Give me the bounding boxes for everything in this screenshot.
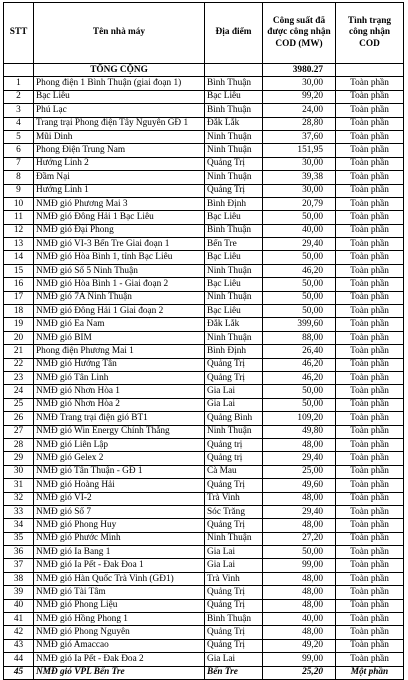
stt-cell: 34: [4, 519, 34, 532]
location-cell: Quảng Trị: [205, 479, 263, 492]
status-cell: Toàn phần: [336, 438, 404, 451]
plant-name-cell: NMĐ gió Nhơn Hòa 1: [34, 385, 205, 398]
capacity-cell: 48,00: [263, 572, 336, 585]
plant-name-cell: NMĐ gió Liên Lập: [34, 438, 205, 451]
stt-cell: 15: [4, 264, 34, 277]
capacity-cell: 99,20: [263, 90, 336, 103]
plant-name-cell: NMĐ gió Phong Nguyên: [34, 626, 205, 639]
status-cell: Toàn phần: [336, 492, 404, 505]
location-cell: Bình Thuận: [205, 77, 263, 90]
table-row: [4, 238, 404, 251]
stt-cell: 31: [4, 479, 34, 492]
capacity-cell: 50,00: [263, 305, 336, 318]
plant-name-cell: NMĐ gió Tài Tâm: [34, 586, 205, 599]
plant-name-cell: NMĐ gió Số 5 Ninh Thuận: [34, 264, 205, 277]
plant-name-cell: NMĐ Trang trại điện gió BT1: [34, 412, 205, 425]
status-cell: Toàn phần: [336, 144, 404, 157]
location-cell: Gia Lai: [205, 546, 263, 559]
plant-name-cell: NMĐ gió Hoàng Hải: [34, 479, 205, 492]
capacity-cell: 30,00: [263, 77, 336, 90]
stt-cell: 5: [4, 130, 34, 143]
location-cell: Quảng Trị: [205, 358, 263, 371]
plant-name-cell: NMĐ gió Số 7: [34, 505, 205, 518]
plant-name-cell: NMĐ gió VPL Bến Tre: [34, 666, 205, 679]
location-cell: Quảng Trị: [205, 626, 263, 639]
table-row: [4, 385, 404, 398]
table-row: [4, 546, 404, 559]
table-row: [4, 412, 404, 425]
table-row: [4, 452, 404, 465]
stt-cell: 4: [4, 117, 34, 130]
status-cell: Toàn phần: [336, 291, 404, 304]
location-cell: Gia Lai: [205, 398, 263, 411]
plant-name-cell: Trang trại Phong điện Tây Nguyên GĐ 1: [34, 117, 205, 130]
total-label: TỔNG CỘNG: [34, 64, 205, 77]
capacity-cell: 50,00: [263, 385, 336, 398]
status-cell: Toàn phần: [336, 358, 404, 371]
status-cell: Toàn phần: [336, 117, 404, 130]
plant-name-cell: NMĐ gió Đại Phong: [34, 224, 205, 237]
table-row: [4, 211, 404, 224]
location-cell: Quảng Trị: [205, 184, 263, 197]
location-cell: Trà Vinh: [205, 492, 263, 505]
plant-name-cell: NMĐ gió Hàn Quốc Trà Vinh (GĐ1): [34, 572, 205, 585]
stt-cell: 17: [4, 291, 34, 304]
capacity-cell: 25,20: [263, 666, 336, 679]
plant-name-cell: NMĐ gió Win Energy Chính Thắng: [34, 425, 205, 438]
stt-cell: 45: [4, 666, 34, 679]
capacity-cell: 49,60: [263, 479, 336, 492]
plant-name-cell: NMĐ gió Hồng Phong 1: [34, 613, 205, 626]
table-row: [4, 117, 404, 130]
table-row: [4, 251, 404, 264]
capacity-cell: 48,00: [263, 626, 336, 639]
stt-cell: 20: [4, 331, 34, 344]
table-row: [4, 184, 404, 197]
status-cell: Toàn phần: [336, 211, 404, 224]
capacity-cell: 24,00: [263, 104, 336, 117]
status-cell: Toàn phần: [336, 238, 404, 251]
status-cell: Toàn phần: [336, 452, 404, 465]
location-cell: Bình Thuận: [205, 613, 263, 626]
plant-name-cell: NMĐ gió VI-2: [34, 492, 205, 505]
table-row: [4, 104, 404, 117]
table-row: [4, 345, 404, 358]
capacity-cell: 109,20: [263, 412, 336, 425]
table-row: [4, 653, 404, 666]
plant-name-cell: NMĐ gió Đông Hải 1 Bạc Liêu: [34, 211, 205, 224]
capacity-cell: 20,79: [263, 197, 336, 210]
status-cell: Toàn phần: [336, 130, 404, 143]
status-cell: Toàn phần: [336, 197, 404, 210]
location-cell: Quảng Trị: [205, 586, 263, 599]
plant-name-cell: NMĐ gió Hòa Bình 1 - Giai đoạn 2: [34, 278, 205, 291]
status-cell: Toàn phần: [336, 331, 404, 344]
stt-cell: 35: [4, 532, 34, 545]
status-cell: Toàn phần: [336, 90, 404, 103]
plant-name-cell: NMĐ gió VI-3 Bến Tre Giai đoạn 1: [34, 238, 205, 251]
location-cell: Đắk Lắk: [205, 117, 263, 130]
table-row: [4, 425, 404, 438]
stt-cell: 19: [4, 318, 34, 331]
location-cell: Gia Lai: [205, 385, 263, 398]
location-cell: Bình Định: [205, 197, 263, 210]
header-capacity: Công suất đã được công nhận COD (MW): [263, 3, 336, 64]
plant-name-cell: NMĐ gió 7A Ninh Thuận: [34, 291, 205, 304]
location-cell: Gia Lai: [205, 559, 263, 572]
capacity-cell: 25,00: [263, 465, 336, 478]
stt-cell: 23: [4, 371, 34, 384]
capacity-cell: 29,40: [263, 238, 336, 251]
stt-cell: 30: [4, 465, 34, 478]
stt-cell: 22: [4, 358, 34, 371]
capacity-cell: 29,40: [263, 505, 336, 518]
capacity-cell: 49,20: [263, 639, 336, 652]
stt-cell: 16: [4, 278, 34, 291]
location-cell: Quảng Bình: [205, 412, 263, 425]
plant-name-cell: NMĐ gió Ia Pết - Đak Đoa 1: [34, 559, 205, 572]
capacity-cell: 28,80: [263, 117, 336, 130]
capacity-cell: 26,40: [263, 345, 336, 358]
table-row: [4, 505, 404, 518]
capacity-cell: 48,00: [263, 492, 336, 505]
location-cell: Ninh Thuận: [205, 264, 263, 277]
stt-cell: 9: [4, 184, 34, 197]
capacity-cell: 50,00: [263, 291, 336, 304]
status-cell: Toàn phần: [336, 278, 404, 291]
capacity-cell: 99,00: [263, 653, 336, 666]
status-cell: Toàn phần: [336, 613, 404, 626]
capacity-cell: 29,40: [263, 452, 336, 465]
total-status-cell: [336, 64, 404, 77]
status-cell: Toàn phần: [336, 479, 404, 492]
location-cell: Sóc Trăng: [205, 505, 263, 518]
location-cell: Ninh Thuận: [205, 130, 263, 143]
capacity-cell: 30,00: [263, 157, 336, 170]
status-cell: Toàn phần: [336, 572, 404, 585]
location-cell: Quảng Trị: [205, 157, 263, 170]
capacity-cell: 50,00: [263, 546, 336, 559]
capacity-cell: 46,20: [263, 358, 336, 371]
table-row: [4, 438, 404, 451]
header-status: Tình trạng công nhận COD: [336, 3, 404, 64]
table-row: [4, 224, 404, 237]
plant-name-cell: Phong điện 1 Bình Thuận (giai đoạn 1): [34, 77, 205, 90]
stt-cell: 38: [4, 572, 34, 585]
stt-cell: 44: [4, 653, 34, 666]
plant-name-cell: NMĐ gió Amaccao: [34, 639, 205, 652]
stt-cell: 25: [4, 398, 34, 411]
capacity-cell: 48,00: [263, 438, 336, 451]
status-cell: Toàn phần: [336, 505, 404, 518]
table-row: [4, 130, 404, 143]
location-cell: Bình Định: [205, 345, 263, 358]
status-cell: Toàn phần: [336, 546, 404, 559]
location-cell: Quảng trị: [205, 452, 263, 465]
table-row: [4, 559, 404, 572]
stt-cell: 14: [4, 251, 34, 264]
table-row: [4, 291, 404, 304]
stt-cell: 28: [4, 438, 34, 451]
table-row: [4, 398, 404, 411]
stt-cell: 41: [4, 613, 34, 626]
status-cell: Toàn phần: [336, 398, 404, 411]
table-row: [4, 90, 404, 103]
stt-cell: 33: [4, 505, 34, 518]
table-row: [4, 278, 404, 291]
table-row: [4, 144, 404, 157]
plant-name-cell: NMĐ gió Ia Bang 1: [34, 546, 205, 559]
header-stt: STT: [4, 3, 34, 64]
stt-cell: 32: [4, 492, 34, 505]
stt-cell: 42: [4, 626, 34, 639]
plant-name-cell: NMĐ gió BIM: [34, 331, 205, 344]
stt-cell: 18: [4, 305, 34, 318]
plant-name-cell: NMĐ gió Gelex 2: [34, 452, 205, 465]
plant-name-cell: NMĐ gió Đông Hải 1 Giai đoạn 2: [34, 305, 205, 318]
table-row: [4, 479, 404, 492]
table-row: [4, 358, 404, 371]
location-cell: Quảng Trị: [205, 519, 263, 532]
plant-name-cell: Đầm Nại: [34, 171, 205, 184]
stt-cell: 6: [4, 144, 34, 157]
status-cell: Toàn phần: [336, 171, 404, 184]
status-cell: Toàn phần: [336, 385, 404, 398]
table-row: [4, 331, 404, 344]
status-cell: Toàn phần: [336, 104, 404, 117]
location-cell: Ninh Thuận: [205, 331, 263, 344]
status-cell: Toàn phần: [336, 224, 404, 237]
status-cell: Toàn phần: [336, 425, 404, 438]
table-row: [4, 599, 404, 612]
status-cell: Toàn phần: [336, 251, 404, 264]
plant-name-cell: NMĐ gió Phong Liệu: [34, 599, 205, 612]
table-row: [4, 197, 404, 210]
status-cell: Toàn phần: [336, 77, 404, 90]
total-row: [4, 64, 404, 77]
status-cell: Toàn phần: [336, 318, 404, 331]
location-cell: Bạc Liêu: [205, 251, 263, 264]
stt-cell: 13: [4, 238, 34, 251]
table-row: [4, 171, 404, 184]
stt-cell: 40: [4, 599, 34, 612]
header-location: Địa điểm: [205, 3, 263, 64]
plant-name-cell: NMĐ gió Tân Thuận - GĐ 1: [34, 465, 205, 478]
plant-name-cell: Phú Lạc: [34, 104, 205, 117]
stt-cell: 8: [4, 171, 34, 184]
location-cell: Cà Mau: [205, 465, 263, 478]
stt-cell: 39: [4, 586, 34, 599]
stt-cell: 24: [4, 385, 34, 398]
capacity-cell: 30,00: [263, 184, 336, 197]
status-cell: Toàn phần: [336, 157, 404, 170]
table-row: [4, 626, 404, 639]
location-cell: Bình Thuận: [205, 224, 263, 237]
table-row: [4, 613, 404, 626]
capacity-cell: 151,95: [263, 144, 336, 157]
location-cell: Gia Lai: [205, 653, 263, 666]
stt-cell: 36: [4, 546, 34, 559]
location-cell: Ninh Thuận: [205, 144, 263, 157]
table-row: [4, 157, 404, 170]
plant-name-cell: NMĐ gió Ia Pết - Đak Đoa 2: [34, 653, 205, 666]
total-location-cell: [205, 64, 263, 77]
capacity-cell: 37,60: [263, 130, 336, 143]
plant-name-cell: NMĐ gió Phương Mai 3: [34, 197, 205, 210]
location-cell: Quảng Trị: [205, 639, 263, 652]
status-cell: Toàn phần: [336, 345, 404, 358]
capacity-cell: 39,38: [263, 171, 336, 184]
stt-cell: 11: [4, 211, 34, 224]
plant-name-cell: NMĐ gió Phước Minh: [34, 532, 205, 545]
header-plant-name: Tên nhà máy: [34, 3, 205, 64]
plant-name-cell: Bạc Liêu: [34, 90, 205, 103]
status-cell: Toàn phần: [336, 371, 404, 384]
stt-cell: 27: [4, 425, 34, 438]
plant-name-cell: NMĐ gió Hòa Bình 1, tỉnh Bạc Liêu: [34, 251, 205, 264]
location-cell: Bình Thuận: [205, 104, 263, 117]
plant-name-cell: Mũi Dinh: [34, 130, 205, 143]
status-cell: Toàn phần: [336, 264, 404, 277]
location-cell: Bến Tre: [205, 666, 263, 679]
stt-cell: 43: [4, 639, 34, 652]
table-row: [4, 639, 404, 652]
plant-name-cell: Hướng Linh 2: [34, 157, 205, 170]
stt-cell: 3: [4, 104, 34, 117]
location-cell: Bạc Liêu: [205, 211, 263, 224]
location-cell: Quảng trị: [205, 438, 263, 451]
location-cell: Ninh Thuận: [205, 425, 263, 438]
capacity-cell: 46,20: [263, 264, 336, 277]
stt-cell: 7: [4, 157, 34, 170]
location-cell: Quảng Trị: [205, 599, 263, 612]
stt-cell: 10: [4, 197, 34, 210]
table-row: [4, 586, 404, 599]
table-row: [4, 465, 404, 478]
status-cell: Toàn phần: [336, 305, 404, 318]
capacity-cell: 46,20: [263, 371, 336, 384]
total-capacity: 3980.27: [263, 64, 336, 77]
location-cell: Ninh Thuận: [205, 291, 263, 304]
status-cell: Toàn phần: [336, 465, 404, 478]
location-cell: Bạc Liêu: [205, 278, 263, 291]
capacity-cell: 50,00: [263, 211, 336, 224]
status-cell: Toàn phần: [336, 519, 404, 532]
location-cell: Bạc Liêu: [205, 305, 263, 318]
stt-cell: 37: [4, 559, 34, 572]
capacity-cell: 50,00: [263, 251, 336, 264]
status-cell: Toàn phần: [336, 184, 404, 197]
plant-name-cell: Phong Điện Trung Nam: [34, 144, 205, 157]
status-cell: Toàn phần: [336, 532, 404, 545]
plant-name-cell: Phong điện Phương Mai 1: [34, 345, 205, 358]
location-cell: Ninh Thuận: [205, 532, 263, 545]
capacity-cell: 399,60: [263, 318, 336, 331]
location-cell: Quảng Trị: [205, 371, 263, 384]
total-stt-cell: [4, 64, 34, 77]
table-row: [4, 77, 404, 90]
location-cell: Đắk Lắk: [205, 318, 263, 331]
capacity-cell: 40,00: [263, 613, 336, 626]
cod-wind-plants-table: [3, 2, 404, 680]
table-row: [4, 371, 404, 384]
capacity-cell: 50,00: [263, 398, 336, 411]
plant-name-cell: NMĐ gió Ea Nam: [34, 318, 205, 331]
table-row: [4, 519, 404, 532]
status-cell: Toàn phần: [336, 559, 404, 572]
capacity-cell: 49,80: [263, 425, 336, 438]
table-row: [4, 318, 404, 331]
stt-cell: 29: [4, 452, 34, 465]
plant-name-cell: NMĐ gió Phong Huy: [34, 519, 205, 532]
table-row: [4, 264, 404, 277]
stt-cell: 26: [4, 412, 34, 425]
capacity-cell: 48,00: [263, 519, 336, 532]
capacity-cell: 88,00: [263, 331, 336, 344]
table-row: [4, 532, 404, 545]
capacity-cell: 27,20: [263, 532, 336, 545]
plant-name-cell: Hướng Linh 1: [34, 184, 205, 197]
capacity-cell: 50,00: [263, 278, 336, 291]
plant-name-cell: NMĐ gió Hướng Tân: [34, 358, 205, 371]
status-cell: Một phần: [336, 666, 404, 679]
plant-name-cell: NMĐ gió Nhơn Hòa 2: [34, 398, 205, 411]
status-cell: Toàn phần: [336, 626, 404, 639]
plant-name-cell: NMĐ gió Tân Linh: [34, 371, 205, 384]
location-cell: Bến Tre: [205, 238, 263, 251]
status-cell: Toàn phần: [336, 412, 404, 425]
status-cell: Toàn phần: [336, 586, 404, 599]
status-cell: Toàn phần: [336, 599, 404, 612]
table-row: [4, 492, 404, 505]
table-row: [4, 572, 404, 585]
table-header-row: [4, 3, 404, 64]
capacity-cell: 48,00: [263, 599, 336, 612]
capacity-cell: 48,00: [263, 586, 336, 599]
stt-cell: 12: [4, 224, 34, 237]
stt-cell: 21: [4, 345, 34, 358]
stt-cell: 1: [4, 77, 34, 90]
location-cell: Bạc Liêu: [205, 90, 263, 103]
capacity-cell: 99,00: [263, 559, 336, 572]
status-cell: Toàn phần: [336, 639, 404, 652]
table-row: [4, 305, 404, 318]
stt-cell: 2: [4, 90, 34, 103]
location-cell: Trà Vinh: [205, 572, 263, 585]
location-cell: Ninh Thuận: [205, 171, 263, 184]
capacity-cell: 40,00: [263, 224, 336, 237]
status-cell: Toàn phần: [336, 653, 404, 666]
